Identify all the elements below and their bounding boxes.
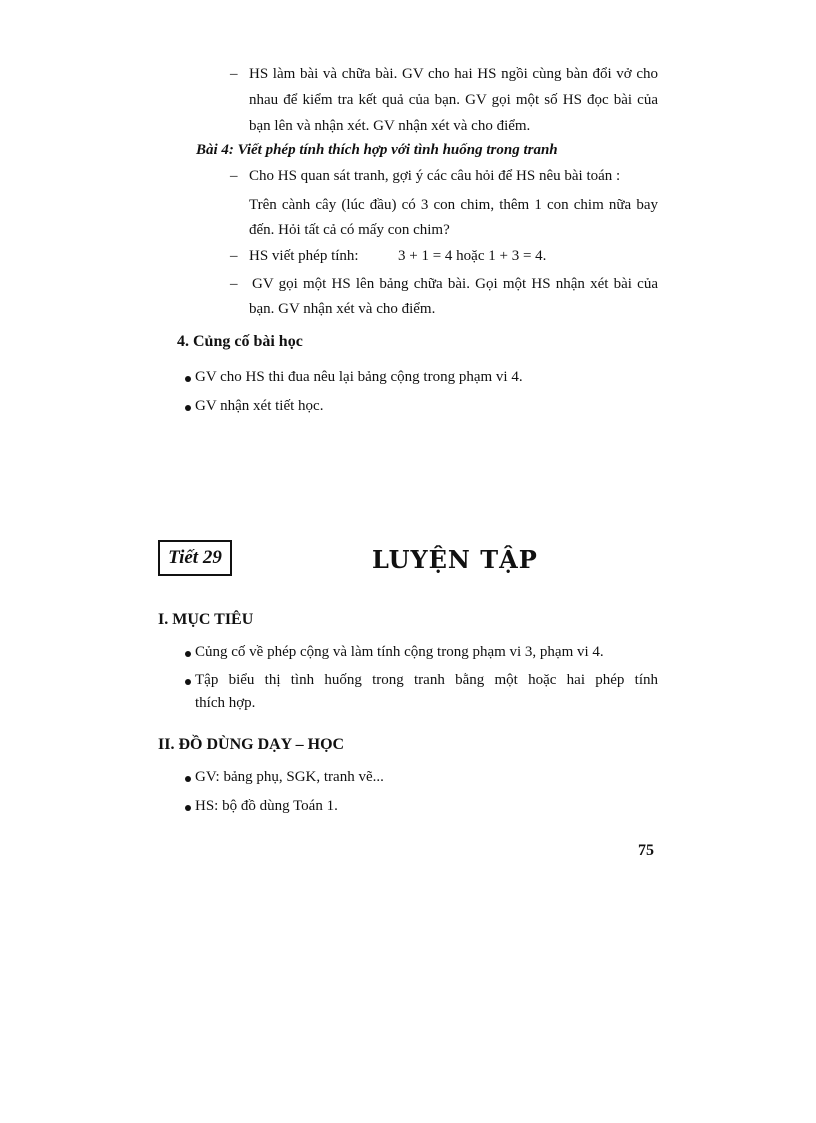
- do-dung-heading: II. ĐỒ DÙNG DẠY – HỌC: [158, 736, 345, 753]
- lesson-title: LUYỆN TẬP: [372, 545, 538, 574]
- page-number: 75: [638, 842, 654, 859]
- problem-line2: đến. Hỏi tất cả có mấy con chim?: [249, 222, 450, 238]
- item-hs-lam-bai-line1: HS làm bài và chữa bài. GV cho hai HS ngồi cùng bàn đổi vở cho: [249, 66, 658, 82]
- muc-tieu-heading: I. MỤC TIÊU: [158, 611, 254, 628]
- bullet-icon: [185, 405, 191, 411]
- section4-heading: 4. Củng cố bài học: [177, 333, 303, 350]
- bullet-icon: [185, 679, 191, 685]
- do-dung-bullet2: HS: bộ đồ dùng Toán 1.: [195, 798, 338, 814]
- bullet-icon: [185, 776, 191, 782]
- bai4-heading: [196, 140, 558, 160]
- do-dung-bullet1: GV: bảng phụ, SGK, tranh vẽ...: [195, 769, 384, 785]
- bai4-label: Bài 4:: [196, 142, 234, 158]
- item-quan-sat: Cho HS quan sát tranh, gợi ý các câu hỏi để HS nêu bài toán :: [249, 168, 621, 184]
- muc-tieu-bullet1: Củng cố về phép cộng và làm tính cộng trong phạm vi 3, phạm vi 4.: [195, 644, 604, 660]
- section4-bullet1: GV cho HS thi đua nêu lại bảng cộng trong phạm vi 4.: [195, 369, 523, 385]
- muc-tieu-bullet2-line1: Tập biểu thị tình huống trong tranh bằng một hoặc hai phép tính: [195, 672, 658, 688]
- lesson-box: Tiết 29: [158, 540, 232, 576]
- item-gv-goi-line2: bạn. GV nhận xét và cho điểm.: [249, 301, 436, 317]
- dash-marker: –: [230, 66, 238, 82]
- muc-tieu-bullet2-line2: thích hợp.: [195, 695, 256, 711]
- problem-line1: Trên cành cây (lúc đầu) có 3 con chim, thêm 1 con chim nữa bay: [249, 197, 658, 213]
- item-hs-lam-bai-line3: bạn lên và nhận xét. GV nhận xét và cho điểm.: [249, 118, 531, 134]
- bullet-icon: [185, 651, 191, 657]
- bullet-icon: [185, 805, 191, 811]
- section4-bullet2: GV nhận xét tiết học.: [195, 398, 324, 414]
- item-gv-goi-line1: GV gọi một HS lên bảng chữa bài. Gọi một HS nhận xét bài của: [252, 276, 658, 292]
- bai4-text: Viết phép tính thích hợp với tình huống trong tranh: [237, 142, 558, 158]
- dash-marker: –: [230, 248, 238, 264]
- item-viet-phep-tinh-math: 3 + 1 = 4 hoặc 1 + 3 = 4.: [398, 248, 547, 264]
- dash-marker: –: [230, 168, 238, 184]
- item-hs-lam-bai-line2: nhau để kiểm tra kết quả của bạn. GV gọi một số HS đọc bài của: [249, 92, 658, 108]
- bullet-icon: [185, 376, 191, 382]
- dash-marker: –: [230, 276, 238, 292]
- item-viet-phep-tinh-label: HS viết phép tính:: [249, 248, 359, 264]
